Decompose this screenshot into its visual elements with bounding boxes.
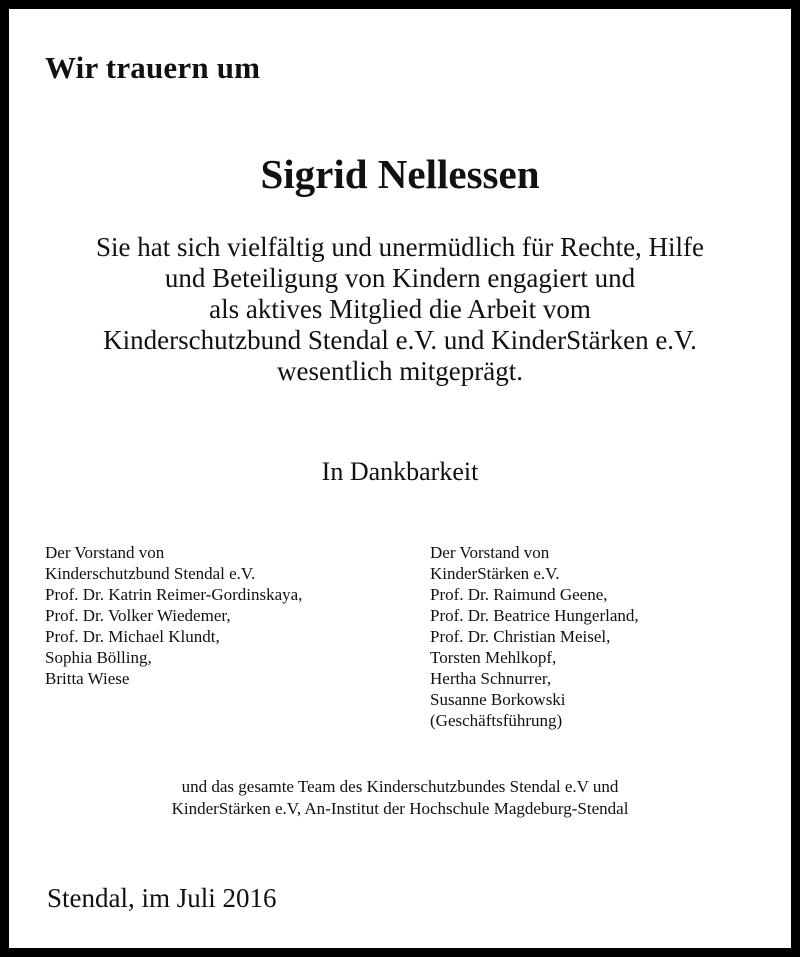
signatory-line: Prof. Dr. Katrin Reimer-Gordinskaya, xyxy=(45,585,303,604)
deceased-name: Sigrid Nellessen xyxy=(260,151,540,197)
signatory-line: (Geschäftsführung) xyxy=(430,711,563,730)
signatory-line: Der Vorstand von xyxy=(45,543,165,562)
tribute-line: und Beteiligung von Kindern engagiert und xyxy=(164,263,636,293)
tribute-line: Sie hat sich vielfältig und unermüdlich für Rechte, Hilfe xyxy=(95,232,705,262)
thanks-line: In Dankbarkeit xyxy=(321,457,479,486)
team-acknowledgement xyxy=(9,776,791,820)
signatories-kinderstaerken xyxy=(430,542,639,731)
signatory-line: Prof. Dr. Volker Wiedemer, xyxy=(45,606,231,625)
signatory-line: Der Vorstand von xyxy=(430,543,550,562)
place-and-date: Stendal, im Juli 2016 xyxy=(47,883,277,913)
signatory-line: Susanne Borkowski xyxy=(430,690,566,709)
signatory-line: Prof. Dr. Raimund Geene, xyxy=(430,585,608,604)
signatory-line: Hertha Schnurrer, xyxy=(430,669,552,688)
signatory-line: KinderStärken e.V. xyxy=(430,564,560,583)
signatory-line: Britta Wiese xyxy=(45,669,130,688)
signatory-line: Torsten Mehlkopf, xyxy=(430,648,557,667)
team-line: und das gesamte Team des Kinderschutzbundes Stendal e.V und xyxy=(181,777,619,796)
tribute-text xyxy=(9,232,791,387)
signatory-line: Kinderschutzbund Stendal e.V. xyxy=(45,564,256,583)
signatory-line: Prof. Dr. Christian Meisel, xyxy=(430,627,611,646)
signatories-kinderschutzbund xyxy=(45,542,302,689)
team-line: KinderStärken e.V, An-Institut der Hochschule Magdeburg-Stendal xyxy=(171,799,629,818)
tribute-line: wesentlich mitgeprägt. xyxy=(277,356,523,386)
signatory-line: Prof. Dr. Michael Klundt, xyxy=(45,627,220,646)
tribute-line: als aktives Mitglied die Arbeit vom xyxy=(209,294,591,324)
signatory-line: Prof. Dr. Beatrice Hungerland, xyxy=(430,606,639,625)
tribute-line: Kinderschutzbund Stendal e.V. und KinderStärken e.V. xyxy=(103,325,697,355)
notice-heading: Wir trauern um xyxy=(45,50,261,85)
signatory-line: Sophia Bölling, xyxy=(45,648,152,667)
